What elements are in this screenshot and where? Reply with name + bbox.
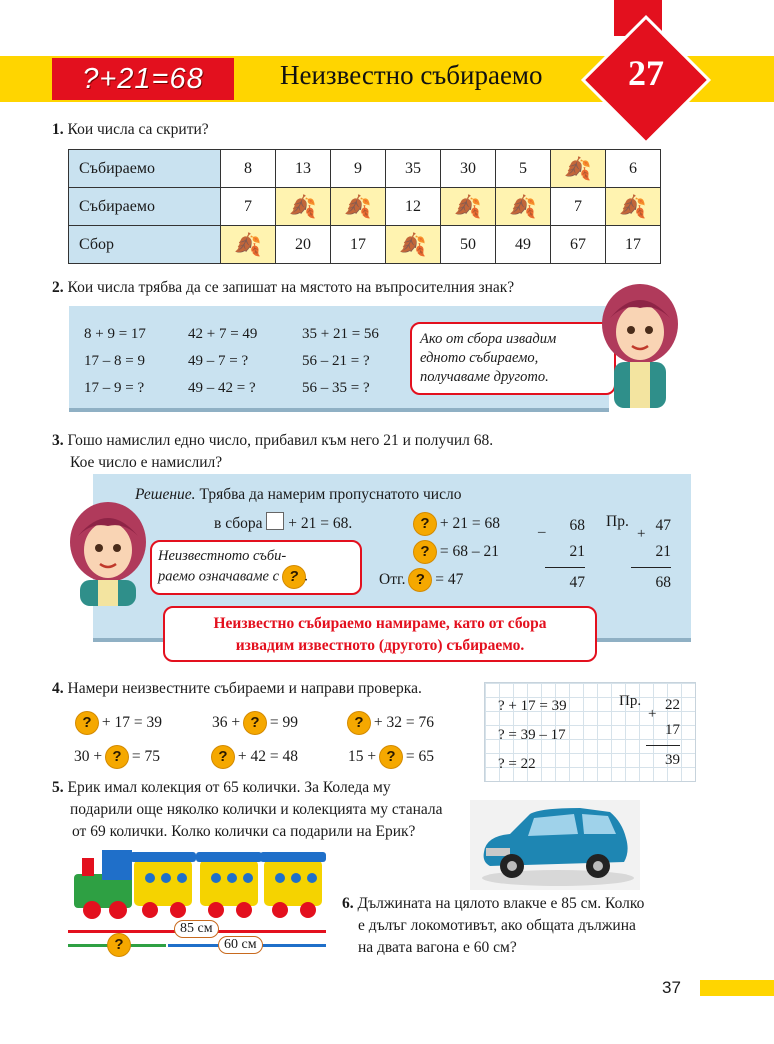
exercise[interactable] xyxy=(212,708,298,738)
check-b: 17 xyxy=(665,722,680,738)
rule-line: Неизвестно събираемо намираме, като от сбора xyxy=(213,615,547,632)
question-icon: ? xyxy=(108,934,130,956)
hidden-cell[interactable] xyxy=(386,226,441,264)
calc-b: 21 xyxy=(569,543,585,560)
task5-text: от 69 колички. Колко колички са подарили на Ерик? xyxy=(72,823,416,840)
bubble-period: . xyxy=(304,568,309,585)
task2-col2 xyxy=(188,321,257,402)
hidden-cell[interactable] xyxy=(606,188,661,226)
equation: 35 + 21 = 56 xyxy=(302,326,379,342)
exercise[interactable] xyxy=(348,708,434,738)
task5-number: 5. xyxy=(52,779,64,796)
table-cell: 13 xyxy=(276,150,331,188)
check-a: 22 xyxy=(665,697,680,713)
check-result: 68 xyxy=(655,574,671,591)
leaf-icon: 🍂 xyxy=(344,193,372,219)
header-equation: ?+21=68 xyxy=(52,58,234,100)
empty-square xyxy=(266,512,284,530)
question-icon: ? xyxy=(244,712,266,734)
answer-line xyxy=(379,566,463,594)
task4-items xyxy=(76,708,496,772)
page-number: 37 xyxy=(662,978,681,997)
plus-sign: + xyxy=(637,526,646,542)
table-cell: 30 xyxy=(441,150,496,188)
exercise-text: + 32 = 76 xyxy=(373,714,434,731)
example-lines xyxy=(498,692,567,779)
rule-line: извадим известното (другото) събираемо. xyxy=(235,637,525,654)
table-row xyxy=(69,226,661,264)
bubble-line: получаваме другото. xyxy=(420,369,549,385)
solution-steps xyxy=(414,510,500,566)
addition-table xyxy=(68,149,661,264)
speech-bubble xyxy=(410,322,616,395)
task6-number: 6. xyxy=(342,895,354,912)
leaf-icon: 🍂 xyxy=(399,231,427,257)
leaf-icon: 🍂 xyxy=(454,193,482,219)
hidden-cell[interactable] xyxy=(496,188,551,226)
question-icon: ? xyxy=(348,712,370,734)
solution-heading xyxy=(135,486,461,504)
question-icon: ? xyxy=(414,513,436,535)
equation[interactable]: 49 – 7 = ? xyxy=(188,353,249,369)
check-line xyxy=(631,567,671,568)
task2-text: Кои числа трябва да се запишат на мястото на въпросителния знак? xyxy=(67,279,515,296)
calc-a: 68 xyxy=(569,517,585,534)
step: = 68 – 21 xyxy=(439,543,499,560)
table-cell: 8 xyxy=(221,150,276,188)
leaf-icon: 🍂 xyxy=(509,193,537,219)
question-icon: ? xyxy=(76,712,98,734)
table-cell: 6 xyxy=(606,150,661,188)
footer-bar xyxy=(700,980,774,996)
hidden-cell[interactable] xyxy=(221,226,276,264)
speech-bubble xyxy=(150,540,362,595)
task4-text: Намери неизвестните събираеми и направи проверка. xyxy=(67,680,422,697)
exercise[interactable] xyxy=(74,742,160,772)
task1-question xyxy=(52,121,209,139)
equation[interactable]: 56 – 21 = ? xyxy=(302,353,370,369)
question-icon: ? xyxy=(414,541,436,563)
check-label: Пр. xyxy=(606,513,629,530)
question-icon: ? xyxy=(212,746,234,768)
question-icon: ? xyxy=(283,566,305,588)
row-label: Сбор xyxy=(69,226,221,264)
task1-text: Кои числа са скрити? xyxy=(67,121,209,138)
table-cell: 7 xyxy=(221,188,276,226)
solution-eq: + 21 = 68. xyxy=(288,515,353,532)
task2-question xyxy=(52,279,514,297)
exercise-text: = 65 xyxy=(405,748,434,765)
solution-text2: в сбора xyxy=(214,515,263,532)
task6-text: на двата вагона е 60 см? xyxy=(358,939,517,956)
hidden-cell[interactable] xyxy=(276,188,331,226)
table-cell: 20 xyxy=(276,226,331,264)
example-addition xyxy=(646,693,680,773)
bubble-line: Ако от сбора извадим xyxy=(420,331,557,347)
hidden-cell[interactable] xyxy=(441,188,496,226)
question-icon: ? xyxy=(409,569,431,591)
exercise[interactable] xyxy=(212,742,298,772)
task2-col3 xyxy=(302,321,379,402)
girl-illustration xyxy=(598,278,682,408)
solution-text: Трябва да намерим пропуснатото число xyxy=(199,486,462,503)
table-cell: 17 xyxy=(606,226,661,264)
equation[interactable]: 49 – 42 = ? xyxy=(188,380,256,396)
calc-line xyxy=(545,567,585,568)
exercise-text: + 42 = 48 xyxy=(237,748,298,765)
table-cell: 12 xyxy=(386,188,441,226)
lesson-number: 27 xyxy=(628,53,664,93)
wagons-length-label: 60 см xyxy=(218,936,263,954)
locomotive-unknown[interactable] xyxy=(108,934,130,956)
example-line: ? = 22 xyxy=(498,756,536,772)
task5-text: подарили още няколко колички и колекцията му станала xyxy=(70,801,443,818)
task6-question xyxy=(342,893,644,959)
exercise[interactable] xyxy=(76,708,162,738)
task4-number: 4. xyxy=(52,680,64,697)
example-line: ? = 39 – 17 xyxy=(498,727,566,743)
table-cell: 17 xyxy=(331,226,386,264)
equation: 17 – 8 = 9 xyxy=(84,353,145,369)
minus-sign: – xyxy=(538,524,546,540)
task5-question xyxy=(52,777,443,843)
answer-label: Отг. xyxy=(379,571,406,588)
question-icon: ? xyxy=(380,746,402,768)
exercise[interactable] xyxy=(348,742,434,772)
equation: 42 + 7 = 49 xyxy=(188,326,258,342)
task5-text: Ерик имал колекция от 65 колички. За Коледа му xyxy=(67,779,391,796)
example-line: ? + 17 = 39 xyxy=(498,698,567,714)
exercise-text: = 99 xyxy=(269,714,298,731)
solution-equation xyxy=(214,512,352,533)
exercise-text: 36 + xyxy=(212,714,241,731)
table-row xyxy=(69,188,661,226)
table-cell: 7 xyxy=(551,188,606,226)
check-a: 47 xyxy=(655,517,671,534)
hidden-cell[interactable] xyxy=(551,150,606,188)
task6-text: Дължината на цялото влакче е 85 см. Колко xyxy=(357,895,645,912)
table-row xyxy=(69,150,661,188)
task2-number: 2. xyxy=(52,279,64,296)
task3-number: 3. xyxy=(52,432,64,449)
bubble-line: Неизвестното съби- xyxy=(158,548,287,564)
task3-question xyxy=(52,430,493,474)
task4-question xyxy=(52,680,422,698)
solution-label: Решение. xyxy=(135,486,196,503)
task3-text: Гошо намислил едно число, прибавил към него 21 и получил 68. xyxy=(67,432,494,449)
check-b: 21 xyxy=(655,543,671,560)
bubble-line: раемо означаваме с xyxy=(158,568,280,585)
table-cell: 5 xyxy=(496,150,551,188)
leaf-icon: 🍂 xyxy=(289,193,317,219)
task2-col1 xyxy=(84,321,146,402)
toy-train-image xyxy=(70,840,332,924)
task6-text: е дълъг локомотивът, ако общата дължина xyxy=(358,917,636,934)
equation: 8 + 9 = 17 xyxy=(84,326,146,342)
rule-box xyxy=(163,606,597,662)
column-subtraction xyxy=(545,513,585,596)
table-cell: 67 xyxy=(551,226,606,264)
exercise-text: 15 + xyxy=(348,748,377,765)
plus-sign: + xyxy=(648,706,657,722)
task3-text2: Кое число е намислил? xyxy=(70,454,223,471)
bubble-line: едното събираемо, xyxy=(420,350,539,366)
task1-number: 1. xyxy=(52,121,64,138)
table-cell: 49 xyxy=(496,226,551,264)
exercise-text: + 17 = 39 xyxy=(101,714,162,731)
step: + 21 = 68 xyxy=(439,515,500,532)
exercise-text: = 75 xyxy=(131,748,160,765)
row-label: Събираемо xyxy=(69,188,221,226)
leaf-icon: 🍂 xyxy=(234,231,262,257)
table-cell: 35 xyxy=(386,150,441,188)
leaf-icon: 🍂 xyxy=(564,155,592,181)
total-length-label: 85 см xyxy=(174,920,219,938)
row-label: Събираемо xyxy=(69,150,221,188)
check-line xyxy=(646,745,680,746)
calc-result: 47 xyxy=(569,574,585,591)
hidden-cell[interactable] xyxy=(331,188,386,226)
answer-value: = 47 xyxy=(435,571,464,588)
toy-car-image xyxy=(470,800,640,890)
equation[interactable]: 56 – 35 = ? xyxy=(302,380,370,396)
girl-illustration xyxy=(66,498,156,606)
table-cell: 50 xyxy=(441,226,496,264)
page-title: Неизвестно събираемо xyxy=(280,60,543,90)
leaf-icon: 🍂 xyxy=(619,193,647,219)
check-result: 39 xyxy=(665,752,680,768)
exercise-text: 30 + xyxy=(74,748,103,765)
table-cell: 9 xyxy=(331,150,386,188)
equation[interactable]: 17 – 9 = ? xyxy=(84,380,145,396)
question-icon: ? xyxy=(106,746,128,768)
check-label: Пр. xyxy=(619,693,642,709)
